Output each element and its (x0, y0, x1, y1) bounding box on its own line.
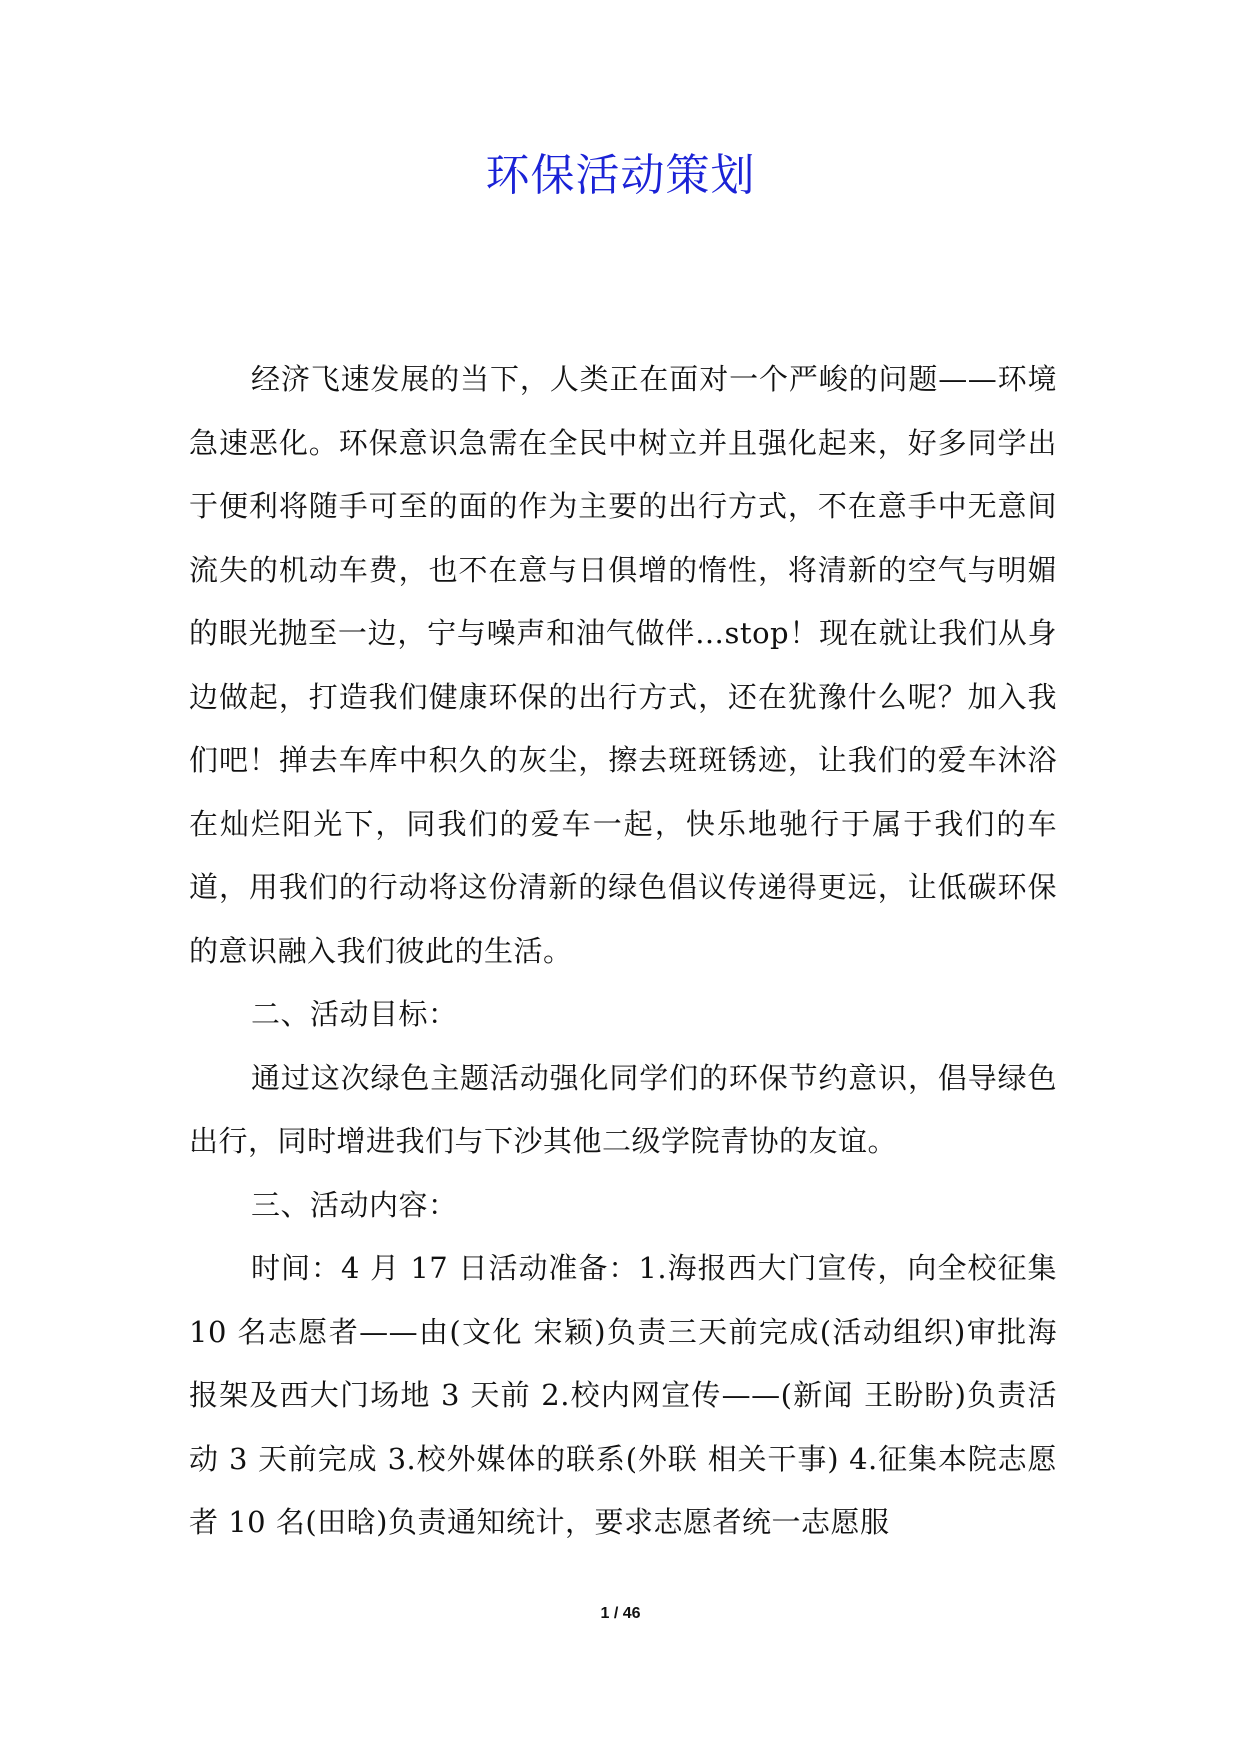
paragraph-intro: 经济飞速发展的当下，人类正在面对一个严峻的问题——环境急速恶化。环保意识急需在全民中树立并且强化起来，好多同学出于便利将随手可至的面的作为主要的出行方式，不在意手中无意间流失的机动车费，也不在意与日俱增的惰性，将清新的空气与明媚的眼光抛至一边，宁与噪声和油气做伴…stop！现在就让我们从身边做起，打造我们健康环保的出行方式，还在犹豫什么呢？加入我们吧！掸去车库中积久的灰尘，擦去斑斑锈迹，让我们的爱车沐浴在灿烂阳光下，同我们的爱车一起，快乐地驰行于属于我们的车道，用我们的行动将这份清新的绿色倡议传递得更远，让低碳环保的意识融入我们彼此的生活。 (189, 362, 1057, 968)
section-heading-goals: 二、活动目标： (251, 997, 458, 1031)
paragraph-content: 时间：4 月 17 日活动准备：1.海报西大门宣传，向全校征集 10 名志愿者——由(文化 宋颖)负责三天前完成(活动组织)审批海报架及西大门场地 3 天前 2.校内网宣传——(新闻 王盼盼)负责活动 3 天前完成 3.校外媒体的联系(外联 相关干事) 4.征集本院志愿者 10 名(田晗)负责通知统计，要求志愿者统一志愿服 (189, 1251, 1057, 1539)
paragraph-goals: 通过这次绿色主题活动强化同学们的环保节约意识，倡导绿色出行，同时增进我们与下沙其他二级学院青协的友谊。 (189, 1060, 1057, 1158)
document-title: 环保活动策划 (485, 150, 756, 201)
document-body (189, 348, 1057, 1555)
page-number: 1 / 46 (600, 1605, 641, 1622)
section-heading-content: 三、活动内容： (251, 1187, 458, 1222)
